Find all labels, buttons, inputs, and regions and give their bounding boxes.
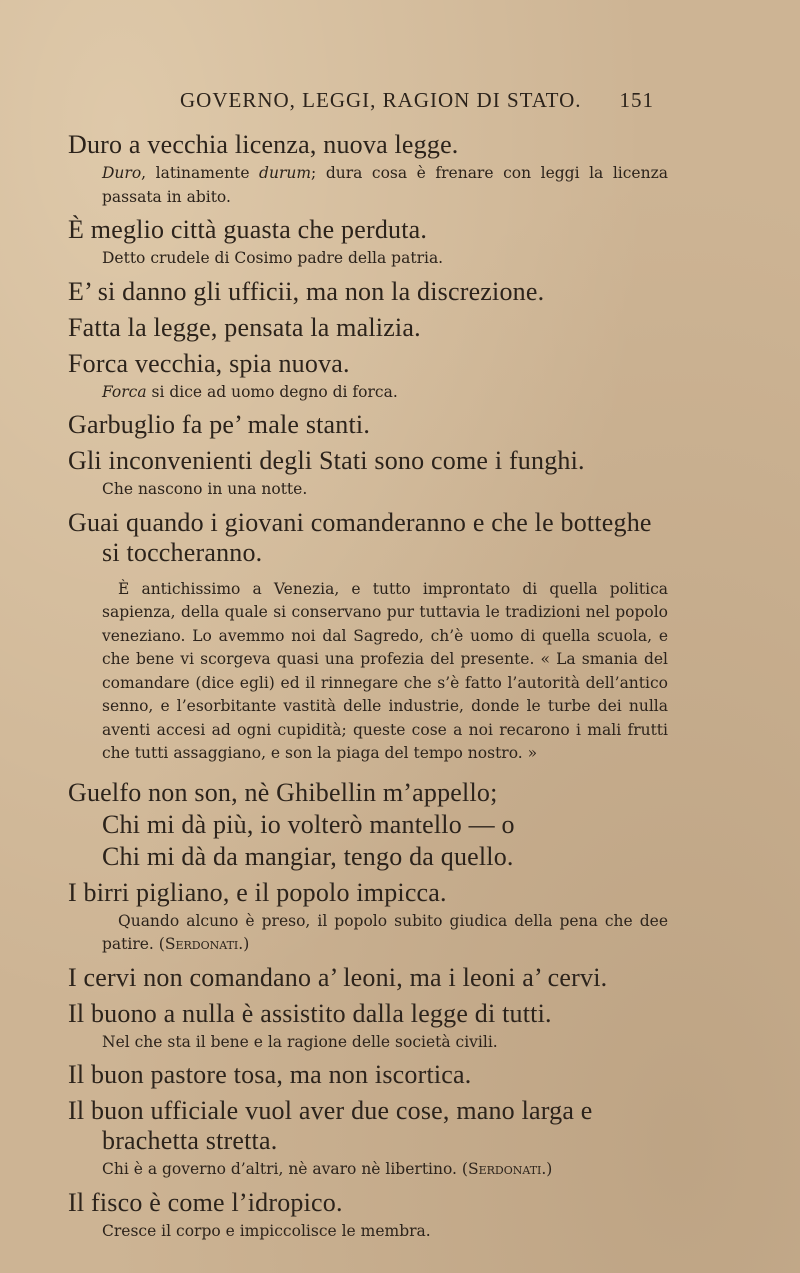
proverb: Forca vecchia, spia nuova.: [68, 348, 350, 378]
proverb-list: [68, 124, 668, 1245]
proverb: I cervi non comandano a’ leoni, ma i leoni a’ cervi.: [68, 962, 608, 992]
note-text: ; dura cosa è frenare con leggi la licenza passata in abito.: [102, 164, 668, 206]
note-italic: Duro: [102, 164, 142, 182]
note-text: si dice ad uomo degno di forca.: [146, 382, 398, 401]
proverb: Fatta la legge, pensata la malizia.: [68, 312, 421, 342]
note-text: Chi è a governo d’altri, nè avaro nè libertino. (: [102, 1160, 468, 1178]
note-text: , latinamente: [141, 164, 260, 182]
proverb-note: Cresce il corpo e impiccolisce le membra.: [102, 1221, 431, 1240]
note-text: .): [541, 1160, 553, 1178]
note-author: Serdonati: [164, 935, 239, 953]
proverb: I birri pigliano, e il popolo impicca.: [68, 877, 447, 907]
running-title: GOVERNO, LEGGI, RAGION DI STATO.: [180, 88, 582, 112]
proverb-note: [68, 381, 668, 405]
verse-line: Chi mi dà più, io volterò mantello — o: [102, 809, 515, 839]
proverb-note: Che nascono in una notte.: [102, 480, 308, 498]
proverb-note: È antichissimo a Venezia, e tutto improntato di quella politica sapienza, della quale si conservano pur tuttavia le tradizioni nel popolo veneziano. Lo avemmo noi dal Sagredo, ch’è uomo di quella scuola, e che bene vi scorgeva quasi una profezia del presente. « La smania del comandare (dice egli) ed il rinnegare che s’è fatto l’autorità dell’antico senno, e l’esorbitante vastità delle industrie, donde le turbe dei nulla aventi accesi ad ogni cupidità; queste cose a noi recarono i mali frutti che tutti assaggiano, e son la piaga del tempo nostro. »: [102, 579, 668, 762]
proverb: Il buono a nulla è assistito dalla legge di tutti.: [68, 998, 552, 1028]
proverb-note: [68, 1158, 668, 1182]
proverb: Duro a vecchia licenza, nuova legge.: [68, 130, 459, 159]
running-header: [180, 88, 654, 118]
proverb-note: [68, 162, 668, 209]
proverb: Il buon ufficiale vuol aver due cose, mano larga e brachetta stretta.: [68, 1096, 593, 1155]
proverb-note: [68, 910, 668, 957]
page-number: 151: [619, 88, 654, 112]
proverb: Il buon pastore tosa, ma non iscortica.: [68, 1060, 472, 1089]
verse-line: Chi mi dà da mangiar, tengo da quello.: [102, 841, 514, 871]
proverb: Gli inconvenienti degli Stati sono come i funghi.: [68, 446, 585, 475]
proverb: Guai quando i giovani comanderanno e che le botteghe si toccheranno.: [68, 507, 652, 567]
note-text: .): [238, 935, 250, 953]
proverb: Il fisco è come l’idropico.: [68, 1187, 343, 1217]
proverb: È meglio città guasta che perduta.: [68, 215, 428, 244]
proverb-note: Detto crudele di Cosimo padre della patria.: [102, 249, 444, 267]
note-italic: durum: [259, 164, 312, 182]
note-author: Serdonati: [467, 1160, 542, 1178]
note-italic: Forca: [102, 382, 147, 401]
proverb-note: Nel che sta il bene e la ragione delle società civili.: [102, 1032, 498, 1051]
proverb: E’ si danno gli ufficii, ma non la discrezione.: [68, 276, 545, 306]
verse-line: Guelfo non son, nè Ghibellin m’appello;: [68, 777, 498, 807]
note-text: Quando alcuno è preso, il popolo subito giudica della pena che dee patire. (: [102, 911, 668, 953]
proverb: Garbuglio fa pe’ male stanti.: [68, 410, 371, 439]
